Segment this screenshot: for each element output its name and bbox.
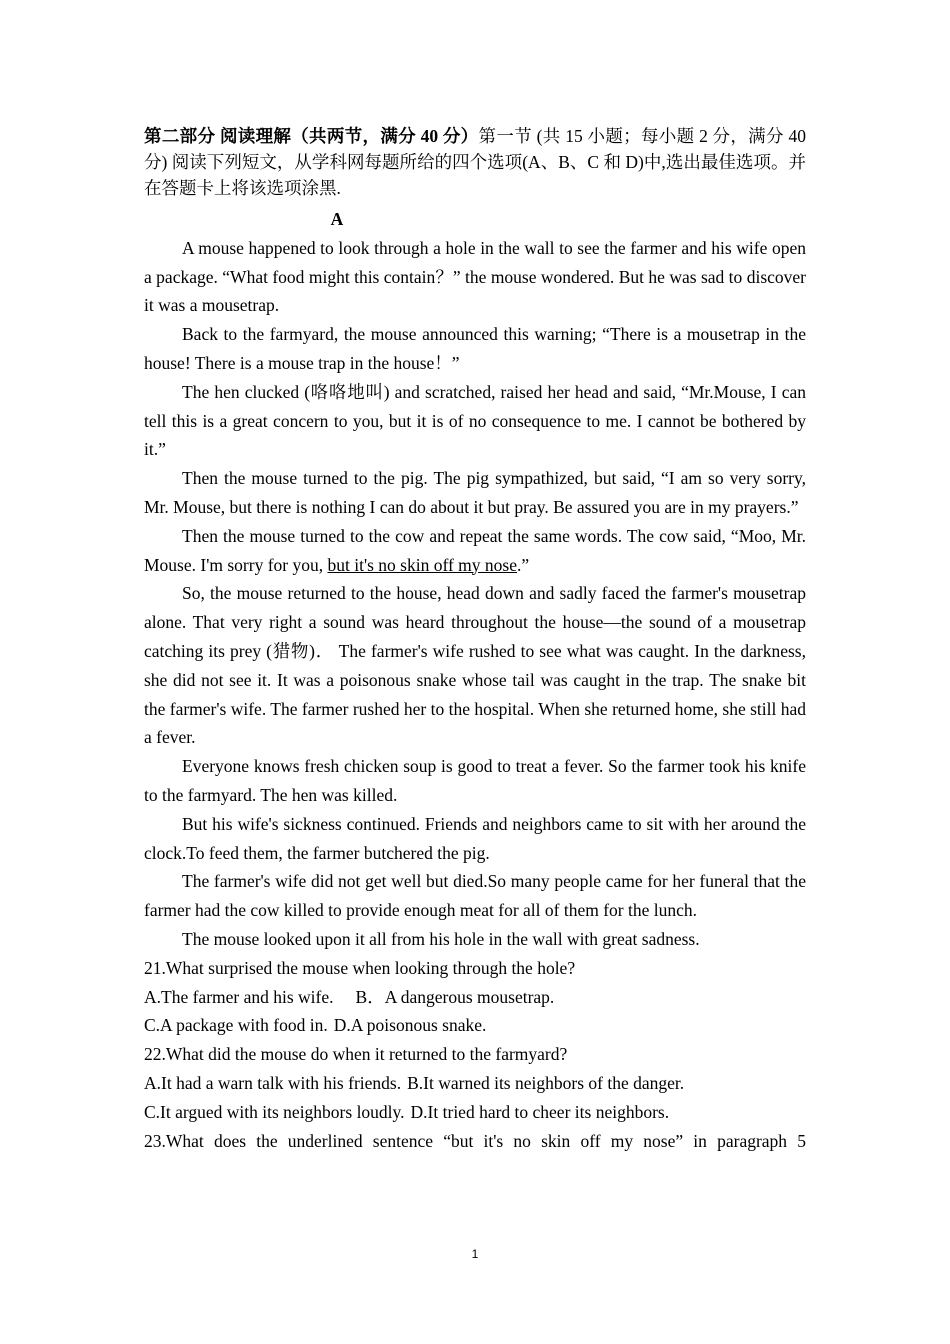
- paragraph-7: Everyone knows fresh chicken soup is good to treat a fever. So the farmer took his knife to the farmyard. The hen was killed.: [144, 756, 806, 805]
- paragraph-3: The hen clucked (咯咯地叫) and scratched, raised her head and said, “Mr.Mouse, I can tell this is a great concern to you, but it is of no consequence to me. I cannot be bothered by it.”: [144, 381, 806, 460]
- passage-label: A: [330, 209, 344, 229]
- paragraph-8: But his wife's sickness continued. Friends and neighbors came to sit with her around the clock.To feed them, the farmer butchered the pig.: [144, 813, 806, 863]
- option-b: B.It warned its neighbors of the danger.: [407, 1072, 685, 1093]
- paragraph-4: Then the mouse turned to the pig. The pig sympathized, but said, “I am so very sorry, Mr. Mouse, but there is nothing I can do about it but pray. Be assured you are in my prayers.”: [144, 468, 806, 517]
- paragraph-2: Back to the farmyard, the mouse announced this warning; “There is a mousetrap in the house! There is a mouse trap in the house！”: [144, 324, 806, 373]
- instructions: 第一节 (共 15 小题；每小题 2 分，满分 40 分) 阅读下列短文，从学科网每题所给的四个选项(A、B、C 和 D)中,选出最佳选项。并在答题卡上将该选项涂黑.: [144, 126, 807, 198]
- underlined-phrase: but it's no skin off my nose: [327, 554, 517, 575]
- option-a: A.The farmer and his wife.: [144, 986, 334, 1007]
- document-page: [144, 123, 806, 1155]
- paragraph-5: [144, 522, 806, 580]
- option-a: A.It had a warn talk with his friends.: [144, 1072, 402, 1093]
- question-22-stem: 22.What did the mouse do when it returned to the farmyard?: [144, 1044, 568, 1065]
- option-c: C.A package with food in.: [144, 1015, 328, 1036]
- paragraph-10: The mouse looked upon it all from his hole in the wall with great sadness.: [182, 928, 700, 949]
- option-d: D.A poisonous snake.: [333, 1015, 487, 1036]
- question-22-options-row-2: [144, 1098, 806, 1127]
- question-21-stem: 21.What surprised the mouse when looking through the hole?: [144, 957, 576, 978]
- question-21-options-row-2: [144, 1011, 806, 1040]
- paragraph-6: So, the mouse returned to the house, head down and sadly faced the farmer's mousetrap alone. That very right a sound was heard throughout the house—the sound of a mousetrap catching its prey (猎物)． The farmer's wife rushed to see what was caught. In the darkness, she did not see it. It was a poisonous snake whose tail was caught in the trap. The snake bit the farmer's wife. The farmer rushed her to the hospital. When she returned home, she still had a fever.: [144, 583, 806, 748]
- paragraph-1: A mouse happened to look through a hole in the wall to see the farmer and his wife open a package. “What food might this contain？” the mouse wondered. But he was sad to discover it was a mousetrap.: [144, 237, 806, 316]
- option-d: D.It tried hard to cheer its neighbors.: [410, 1101, 670, 1122]
- section-header: [144, 123, 806, 201]
- question-21-options-row-1: [144, 983, 806, 1012]
- paragraph-9: The farmer's wife did not get well but died.So many people came for her funeral that the farmer had the cow killed to provide enough meat for all of them for the lunch.: [144, 871, 806, 921]
- paragraph-5-end: .”: [517, 554, 530, 575]
- question-22-options-row-1: [144, 1069, 806, 1098]
- paragraph-5-text: Then the mouse turned to the cow and repeat the same words. The cow said, “Moo, Mr. Mouse. I'm sorry for you,: [144, 525, 806, 575]
- part-title: 第二部分 阅读理解（共两节，满分 40 分）: [144, 126, 479, 146]
- page-number: 1: [471, 1247, 479, 1261]
- option-b: B．A dangerous mousetrap.: [355, 986, 555, 1007]
- question-23-stem: 23.What does the underlined sentence “but it's no skin off my nose” in paragraph 5: [144, 1130, 806, 1151]
- option-c: C.It argued with its neighbors loudly.: [144, 1101, 405, 1122]
